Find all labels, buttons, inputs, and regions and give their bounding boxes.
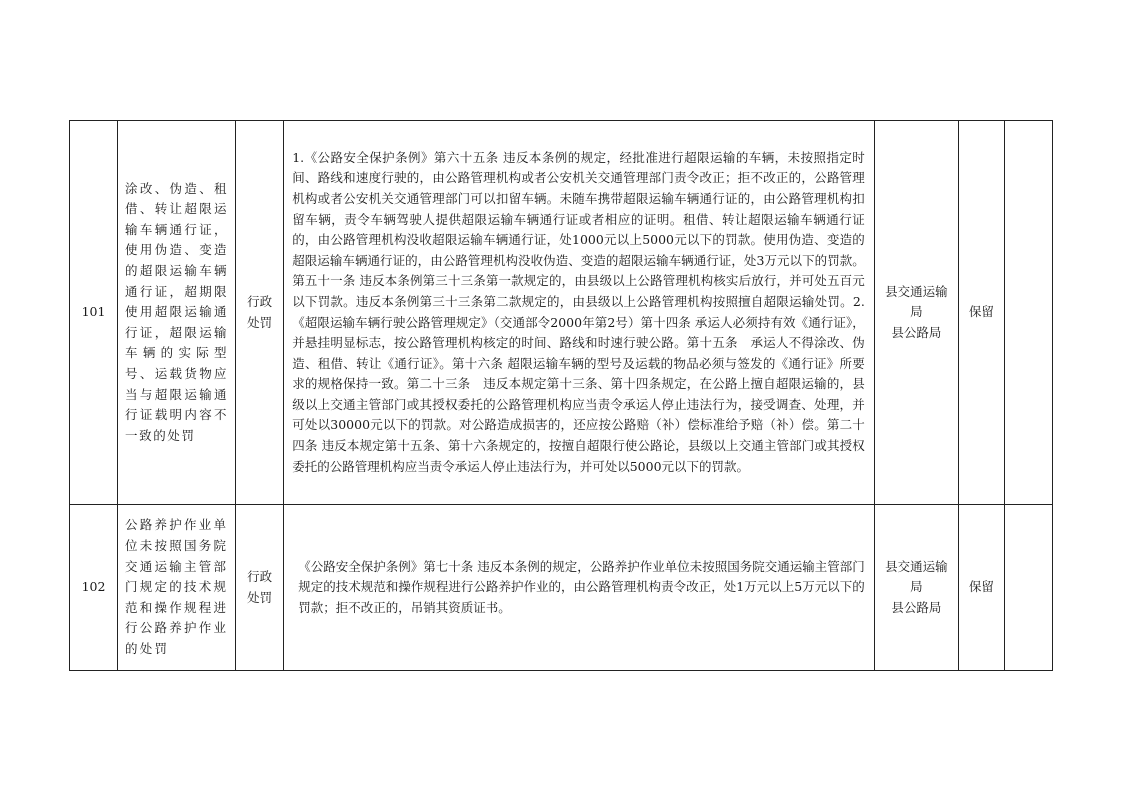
status-cell: 保留 <box>958 505 1004 671</box>
dept-line: 县公路局 <box>891 599 942 615</box>
power-type <box>236 505 284 671</box>
power-list-table <box>69 120 1053 671</box>
legal-basis: 《公路安全保护条例》第七十条 违反本条例的规定，公路养护作业单位未按照国务院交通运输主管部门规定的技术规范和操作规程进行公路养护作业的，由公路管理机构责令改正，处1万元以上5万元以下的罚款；拒不改正的，吊销其资质证书。 <box>284 505 875 671</box>
power-type-line: 处罚 <box>247 314 273 330</box>
legal-basis: 1.《公路安全保护条例》第六十五条 违反本条例的规定，经批准进行超限运输的车辆，未按照指定时间、路线和速度行驶的，由公路管理机构或者公安机关交通管理部门责令改正；拒不改正的，公路管理机构或者公安机关交通管理部门可以扣留车辆。未随车携带超限运输车辆通行证的，由公路管理机构扣留车辆，责令车辆驾驶人提供超限运输车辆通行证或者相应的证明。租借、转让超限运输车辆通行证的，由公路管理机构没收超限运输车辆通行证，处1000元以上5000元以下的罚款。使用伪造、变造的超限运输车辆通行证的，由公路管理机构没收伪造、变造的超限运输车辆通行证，处3万元以下的罚款。第五十一条 违反本条例第三十三条第一款规定的，由县级以上公路管理机构核实后放行，并可处五百元以下罚款。违反本条例第三十三条第二款规定的，由县级以上公路管理机构按照擅自超限运输处罚。2.《超限运输车辆行驶公路管理规定》（交通部令2000年第2号）第十四条 承运人必须持有效《通行证》，并悬挂明显标志，按公路管理机构核定的时间、路线和时速行驶公路。第十五条 承运人不得涂改、伪造、租借、转让《通行证》。第十六条 超限运输车辆的型号及运载的物品必须与签发的《通行证》所要求的规格保持一致。第二十三条 违反本规定第十三条、第十四条规定，在公路上擅自超限运输的，县级以上交通主管部门或其授权委托的公路管理机构应当责令承运人停止违法行为，接受调查、处理，并可处以30000元以下的罚款。对公路造成损害的，还应按公路赔（补）偿标准给予赔（补）偿。第二十四条 违反本规定第十五条、第十六条规定的，按擅自超限行使公路论，县级以上交通主管部门或其授权委托的公路管理机构应当责令承运人停止违法行为，并可处以5000元以下的罚款。 <box>284 121 875 505</box>
dept-line: 县交通运输局 <box>885 558 948 595</box>
item-name: 涂改、伪造、租借、转让超限运输车辆通行证，使用伪造、变造的超限运输车辆通行证，超期限使用超限运输通行证，超限运输车辆的实际型号、运载货物应当与超限运输通行证载明内容不一致的处罚 <box>118 121 236 505</box>
row-number: 101 <box>70 121 118 505</box>
remarks-cell <box>1004 505 1052 671</box>
table-row <box>70 121 1053 505</box>
power-type-line: 行政 <box>247 568 273 584</box>
power-type-line: 处罚 <box>247 589 273 605</box>
responsible-dept <box>874 121 958 505</box>
dept-line: 县交通运输局 <box>885 283 948 320</box>
power-type <box>236 121 284 505</box>
power-type-line: 行政 <box>247 293 273 309</box>
item-name: 公路养护作业单位未按照国务院交通运输主管部门规定的技术规范和操作规程进行公路养护作业的处罚 <box>118 505 236 671</box>
status-cell: 保留 <box>958 121 1004 505</box>
remarks-cell <box>1004 121 1052 505</box>
dept-line: 县公路局 <box>891 324 942 340</box>
row-number: 102 <box>70 505 118 671</box>
responsible-dept <box>874 505 958 671</box>
table-row <box>70 505 1053 671</box>
